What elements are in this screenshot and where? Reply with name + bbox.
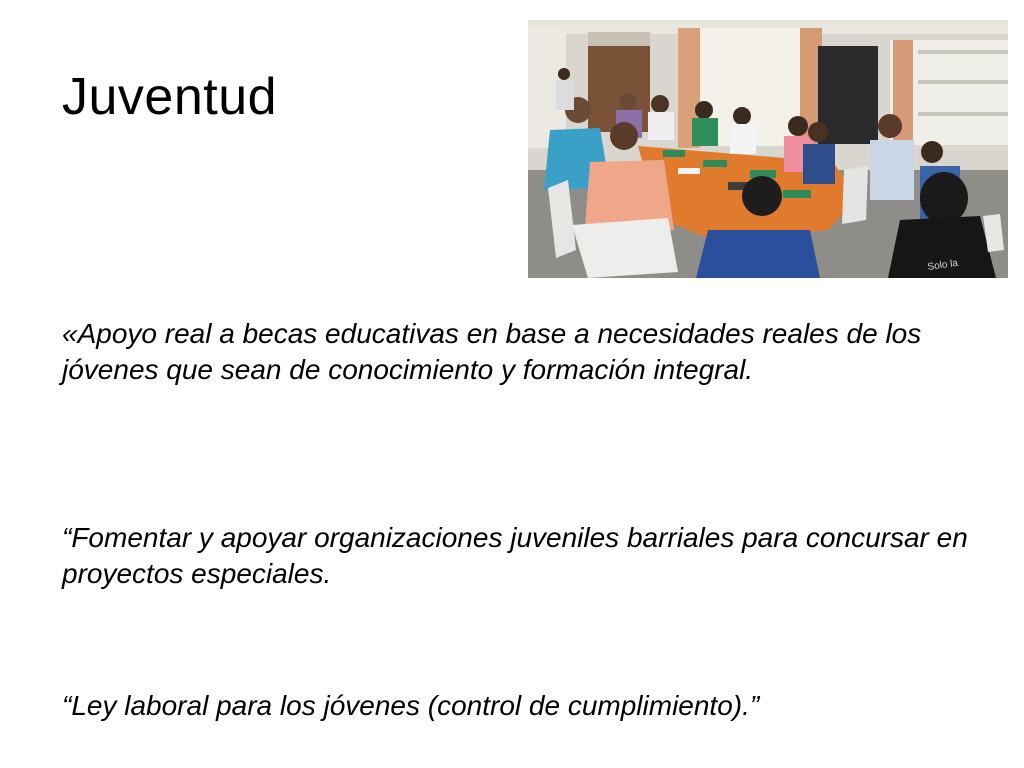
meeting-photo-illustration [528, 20, 1008, 278]
quote-organizaciones: “Fomentar y apoyar organizaciones juveniles barriales para concursar en proyectos especiales. [62, 522, 968, 589]
shirt-text: Solo la [926, 257, 959, 273]
meeting-photo [528, 20, 1008, 278]
slide-title: Juventud [62, 68, 278, 126]
quote-becas: «Apoyo real a becas educativas en base a necesidades reales de los jóvenes que sean de conocimiento y formación integral. [62, 318, 922, 385]
quote-ley-laboral: “Ley laboral para los jóvenes (control de cumplimiento).” [62, 690, 760, 721]
